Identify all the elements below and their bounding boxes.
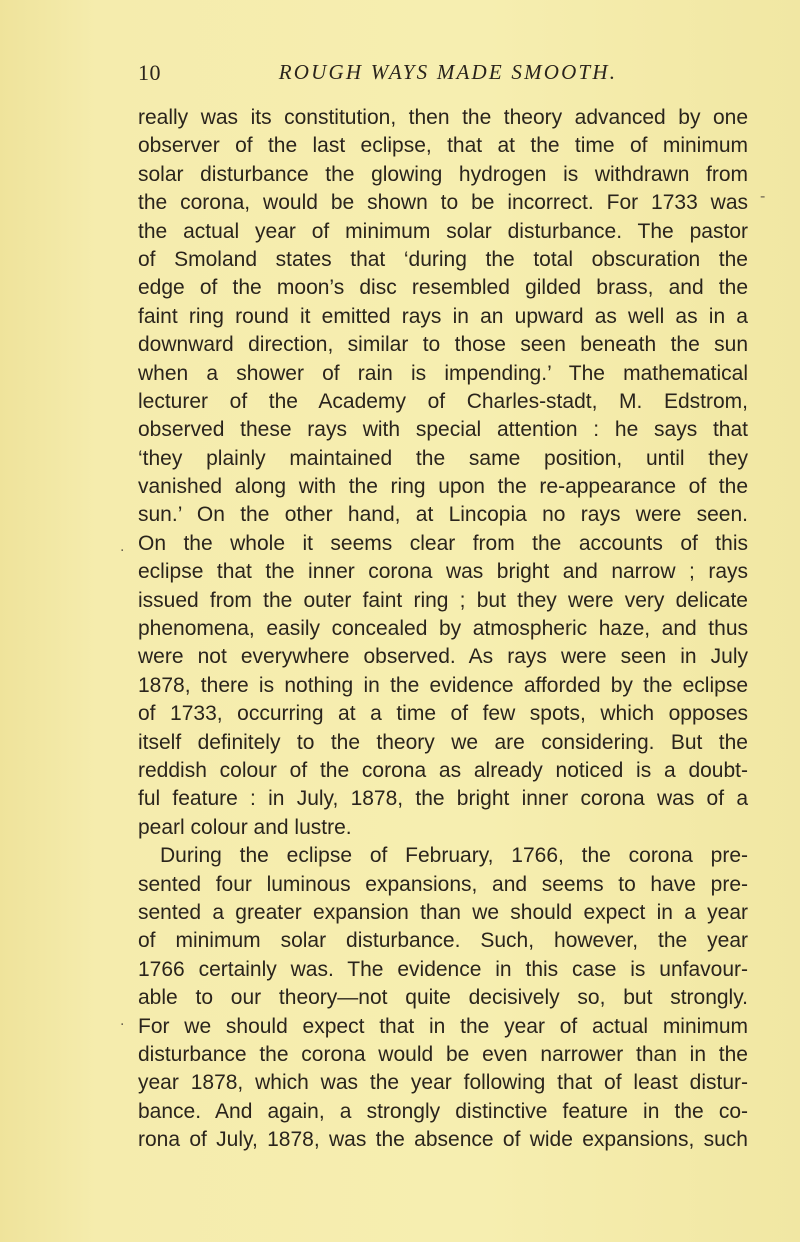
margin-dot-mark: . — [120, 1012, 125, 1029]
text-line: itself definitely to the theory we are considering. But the — [138, 730, 748, 754]
text-line: observed these rays with special attention : he says that — [138, 418, 748, 442]
text-line: edge of the moon’s disc resembled gilded brass, and the — [138, 276, 748, 300]
text-line: ‘they plainly maintained the same position, until they — [138, 446, 748, 470]
text-line: sented four luminous expansions, and seems to have pre- — [138, 872, 748, 896]
text-line: when a shower of rain is impending.’ The mathematical — [138, 361, 748, 385]
text-line: really was its constitution, then the theory advanced by one — [138, 106, 748, 129]
margin-dot-mark: . — [120, 538, 125, 555]
text-line: of Smoland states that ‘during the total obscuration the — [138, 247, 748, 271]
text-line: sun.’ On the other hand, at Lincopia no rays were seen. — [138, 503, 748, 527]
text-line: On the whole it seems clear from the accounts of this — [138, 531, 748, 555]
text-line: eclipse that the inner corona was bright and narrow ; rays — [138, 560, 748, 584]
text-line: of 1733, occurring at a time of few spots, which opposes — [138, 702, 748, 726]
text-line: were not everywhere observed. As rays were seen in July — [138, 645, 748, 669]
body-text — [138, 104, 748, 1154]
paragraph-end-line: pearl colour and lustre. — [138, 815, 352, 839]
text-line: 1878, there is nothing in the evidence afforded by the eclipse — [138, 673, 748, 697]
text-line: rona of July, 1878, was the absence of wide expansions, such — [138, 1128, 748, 1152]
text-line: 1766 certainly was. The evidence in this case is unfavour- — [138, 957, 748, 981]
text-line: the corona, would be shown to be incorrect. For 1733 was — [138, 191, 748, 215]
text-line: phenomena, easily concealed by atmospheric haze, and thus — [138, 617, 748, 641]
text-line: observer of the last eclipse, that at the time of minimum — [138, 134, 748, 158]
text-line: disturbance the corona would be even narrower than in the — [138, 1042, 748, 1066]
text-line: of minimum solar disturbance. Such, however, the year — [138, 929, 748, 953]
margin-dash-mark: - — [760, 188, 766, 205]
text-line: reddish colour of the corona as already noticed is a doubt- — [138, 758, 748, 782]
page-header — [138, 60, 738, 90]
text-line: lecturer of the Academy of Charles-stadt, M. Edstrom, — [138, 389, 748, 413]
text-line: downward direction, similar to those seen beneath the sun — [138, 333, 748, 357]
text-line: year 1878, which was the year following that of least distur- — [138, 1071, 748, 1095]
text-line: issued from the outer faint ring ; but they were very delicate — [138, 588, 748, 612]
text-line: sented a greater expansion than we should expect in a year — [138, 900, 748, 924]
text-line: solar disturbance the glowing hydrogen is withdrawn from — [138, 162, 748, 186]
text-line: able to our theory—not quite decisively so, but strongly. — [138, 986, 748, 1010]
paragraph-start-line: During the eclipse of February, 1766, the corona pre- — [160, 844, 748, 868]
text-line: bance. And again, a strongly distinctive feature in the co- — [138, 1099, 748, 1123]
text-line: For we should expect that in the year of actual minimum — [138, 1014, 748, 1038]
text-line: faint ring round it emitted rays in an upward as well as in a — [138, 304, 748, 328]
text-line: the actual year of minimum solar disturbance. The pastor — [138, 219, 748, 243]
page-number: 10 — [138, 60, 161, 85]
text-line: ful feature : in July, 1878, the bright inner corona was of a — [138, 787, 748, 811]
running-title: ROUGH WAYS MADE SMOOTH. — [278, 60, 618, 84]
text-line: vanished along with the ring upon the re-appearance of the — [138, 475, 748, 499]
